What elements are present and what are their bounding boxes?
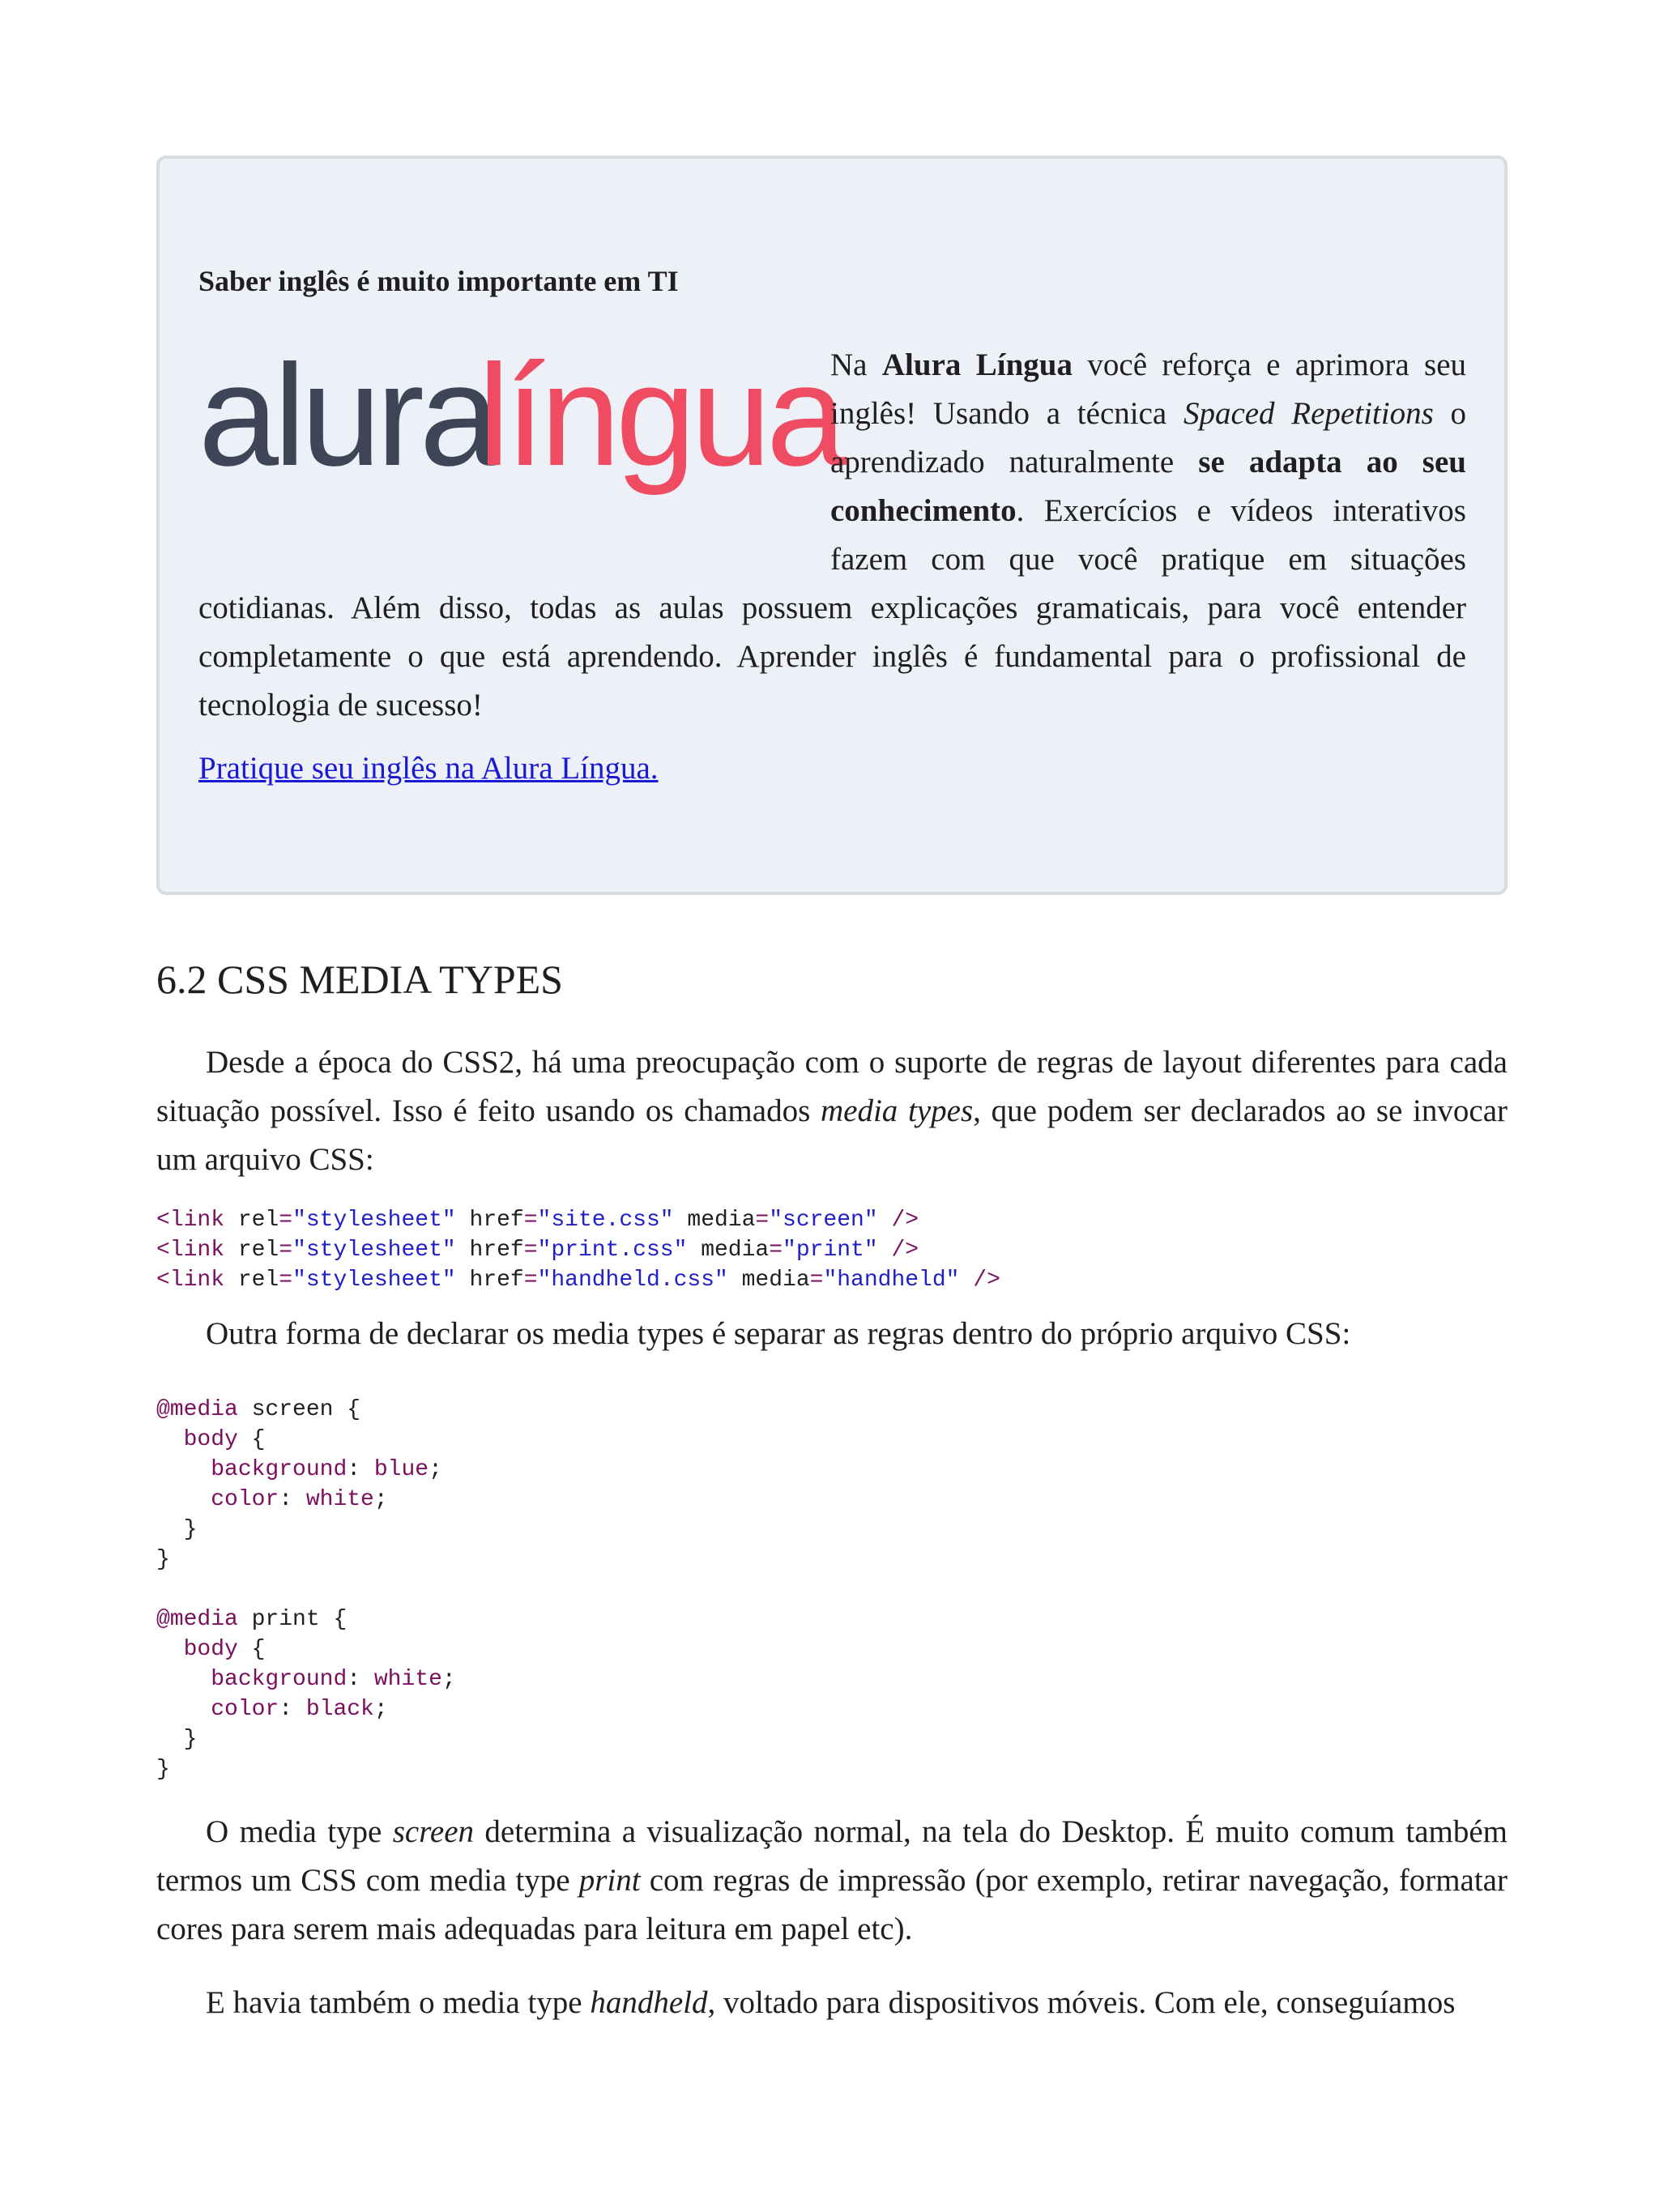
logo-word-lingua: língua [478, 335, 842, 496]
promo-bold-alura-lingua: Alura Língua [881, 347, 1073, 382]
promo-bold-adapta: se adapta ao seu conhecimento [830, 445, 1466, 528]
promo-box [156, 156, 1508, 895]
paragraph-1: Desde a época do CSS2, há uma preocupação com o suporte de regras de layout diferentes para cada situação possível. Isso é feito usando os chamados media types, que podem ser declarados ao se invocar um arquivo CSS: [156, 1045, 1508, 1177]
code-block-link-tags [156, 1205, 1000, 1295]
code-line: <link rel="stylesheet" href="handheld.css" media="handheld" /> [156, 1268, 1000, 1293]
paragraph-3: O media type screen determina a visualização normal, na tela do Desktop. É muito comum também termos um CSS com media type print com regras de impressão (por exemplo, retirar navegação, formatar cores para serem mais adequadas para leitura em papel etc). [156, 1814, 1508, 1946]
paragraph-2: Outra forma de declarar os media types é separar as regras dentro do próprio arquivo CSS: [206, 1316, 1351, 1351]
code-line: <link rel="stylesheet" href="site.css" media="screen" /> [156, 1208, 919, 1233]
promo-text: Na Alura Língua você reforça e aprimora seu inglês! Usando a técnica Spaced Repetitions o aprendizado naturalmente se adapta ao seu conhecimento. Exercícios e vídeos interativos fazem com que você pratique em situações cotidianas. Além disso, todas as aulas possuem explicações gramaticais, para você entender completamente o que está aprendendo. Aprender inglês é fundamental para o profissional de tecnologia de sucesso! [198, 347, 1467, 722]
section-title: 6.2 CSS MEDIA TYPES [156, 957, 563, 1002]
logo-word-alura: alura [198, 335, 495, 496]
code-line: <link rel="stylesheet" href="print.css" media="print" /> [156, 1238, 919, 1263]
alura-lingua-link[interactable]: Pratique seu inglês na Alura Língua. [198, 751, 659, 786]
code-block-media-rules: @media screen { body { background: blue; color: white; } } @media print { body { background: white; color: black; } } [156, 1397, 456, 1782]
promo-heading: Saber inglês é muito importante em TI [198, 265, 679, 297]
promo-italic-spaced-repetitions: Spaced Repetitions [1183, 396, 1434, 431]
paragraph-4: E havia também o media type handheld, voltado para dispositivos móveis. Com ele, conseguíamos [206, 1985, 1456, 2020]
